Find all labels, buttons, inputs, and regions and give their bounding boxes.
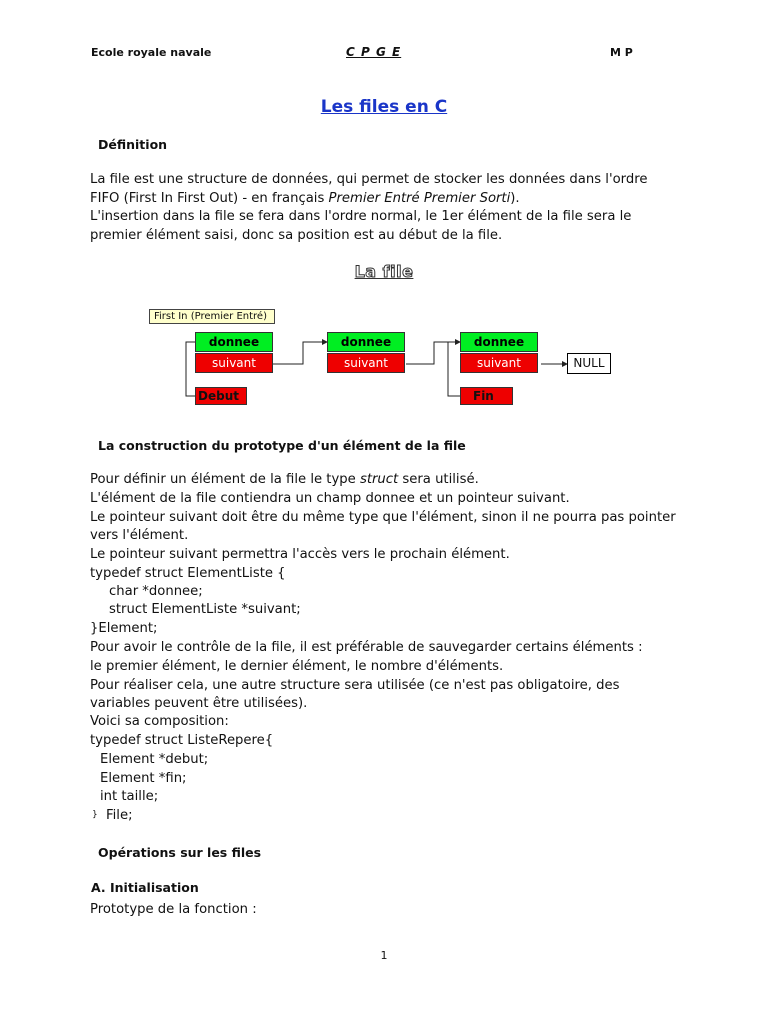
node-1-suivant: suivant xyxy=(195,353,273,373)
definition-heading: Définition xyxy=(98,137,168,152)
construction-line-1: Pour définir un élément de la file le type struct sera utilisé. xyxy=(90,472,479,487)
code2-line-4: int taille; xyxy=(100,789,159,804)
fifo-french-text: Premier Entré Premier Sorti xyxy=(328,191,511,206)
header-cpge: C P G E xyxy=(346,45,402,59)
link-arrow-1 xyxy=(273,342,327,364)
operations-heading: Opérations sur les files xyxy=(98,845,262,860)
struct-keyword: struct xyxy=(359,472,399,487)
fin-arrow xyxy=(448,342,460,396)
code2-line-1: typedef struct ListeRepere{ xyxy=(90,733,274,748)
code2-line-3: Element *fin; xyxy=(100,771,187,786)
construction-line-2: L'élément de la file contiendra un champ donnee et un pointeur suivant. xyxy=(90,491,570,506)
diagram-title: La file xyxy=(354,262,414,281)
node-2-suivant: suivant xyxy=(327,353,405,373)
definition-line-2: FIFO (First In First Out) - en français Premier Entré Premier Sorti). xyxy=(90,191,520,206)
code1-line-3: struct ElementListe *suivant; xyxy=(109,602,301,617)
link-arrow-2 xyxy=(406,342,460,364)
definition-line-3: L'insertion dans la file se fera dans l'ordre normal, le 1er élément de la file sera le xyxy=(90,209,632,224)
first-in-label: First In (Premier Entré) xyxy=(149,309,275,324)
fin-label: Fin xyxy=(460,387,513,405)
node-2-donnee: donnee xyxy=(327,332,405,352)
prototype-line: Prototype de la fonction : xyxy=(90,902,257,917)
node-3-suivant: suivant xyxy=(460,353,538,373)
construction-heading: La construction du prototype d'un élément de la file xyxy=(98,438,466,453)
initialisation-heading: A. Initialisation xyxy=(91,880,199,895)
code2-brace: } xyxy=(92,810,98,820)
construction-line-3: Le pointeur suivant doit être du même type que l'élément, sinon il ne pourra pas pointer xyxy=(90,510,676,525)
construction-line-5: Le pointeur suivant permettra l'accès vers le prochain élément. xyxy=(90,547,510,562)
control-line-1: Pour avoir le contrôle de la file, il est préférable de sauvegarder certains éléments : xyxy=(90,640,643,655)
control-line-5: Voici sa composition: xyxy=(90,714,229,729)
construction-line-4: vers l'élément. xyxy=(90,528,189,543)
node-3-donnee: donnee xyxy=(460,332,538,352)
control-line-4: variables peuvent être utilisées). xyxy=(90,696,308,711)
page-number: 1 xyxy=(380,949,388,962)
code2-line-2: Element *debut; xyxy=(100,752,209,767)
definition-line-4: premier élément saisi, donc sa position est au début de la file. xyxy=(90,228,503,243)
debut-label: Debut xyxy=(195,387,247,405)
control-line-2: le premier élément, le dernier élément, le nombre d'éléments. xyxy=(90,659,504,674)
definition-line-1: La file est une structure de données, qui permet de stocker les données dans l'ordre xyxy=(90,172,648,187)
page-title: Les files en C xyxy=(320,97,448,117)
header-school: Ecole royale navale xyxy=(91,46,212,59)
control-line-3: Pour réaliser cela, une autre structure sera utilisée (ce n'est pas obligatoire, des xyxy=(90,678,620,693)
header-mp: M P xyxy=(610,46,633,59)
code1-line-4: }Element; xyxy=(90,621,158,636)
code1-line-1: typedef struct ElementListe { xyxy=(90,566,286,581)
code1-line-2: char *donnee; xyxy=(109,584,203,599)
null-box: NULL xyxy=(567,353,611,374)
code2-line-6: File; xyxy=(106,808,133,823)
node-1-donnee: donnee xyxy=(195,332,273,352)
